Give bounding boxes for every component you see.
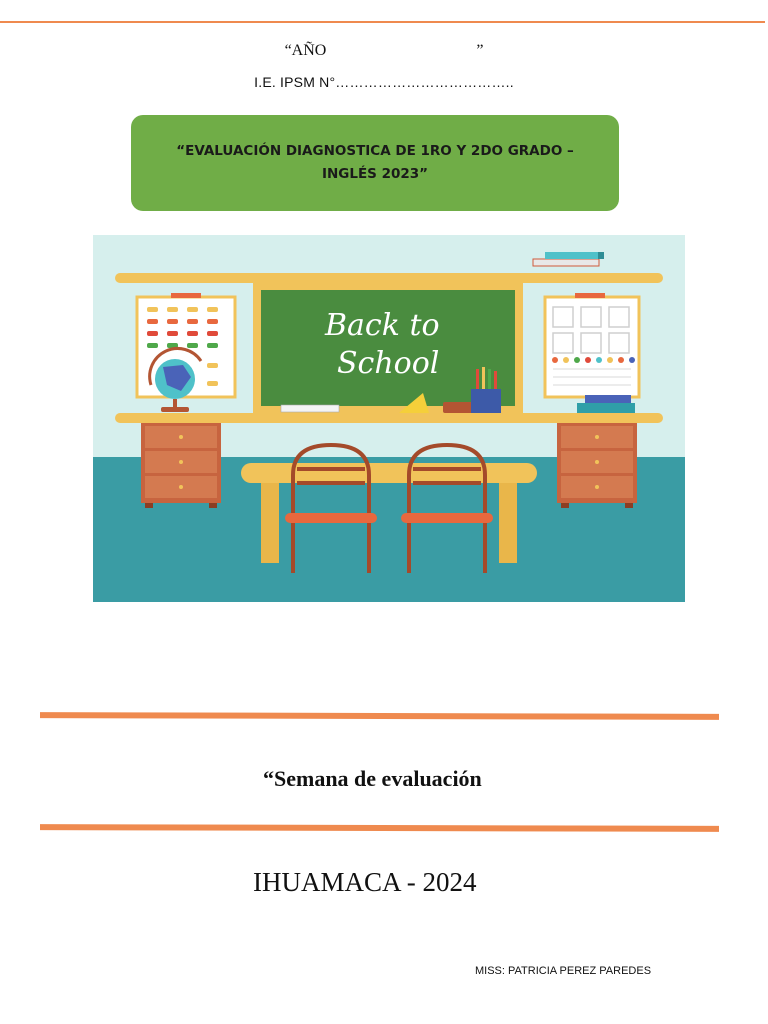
divider-upper <box>40 712 719 720</box>
year-close: ” <box>476 42 484 59</box>
week-heading: “Semana de evaluación <box>263 766 482 791</box>
title-text: “EVALUACIÓN DIAGNOSTICA DE 1RO Y 2DO GRADO – INGLÉS 2023” <box>176 143 574 182</box>
board-text-2: School <box>337 346 440 381</box>
divider-lower <box>40 824 719 832</box>
top-divider <box>0 21 765 23</box>
board-text-1: Back to <box>325 308 440 343</box>
title-banner <box>131 115 619 211</box>
teacher-name: MISS: PATRICIA PEREZ PAREDES <box>475 965 652 977</box>
classroom-illustration <box>93 235 685 602</box>
place-year: IHUAMACA - 2024 <box>253 867 477 897</box>
school-line: I.E. IPSM N°……………………………….. <box>254 74 514 90</box>
year-heading <box>0 42 768 60</box>
year-open: “AÑO <box>284 42 327 59</box>
